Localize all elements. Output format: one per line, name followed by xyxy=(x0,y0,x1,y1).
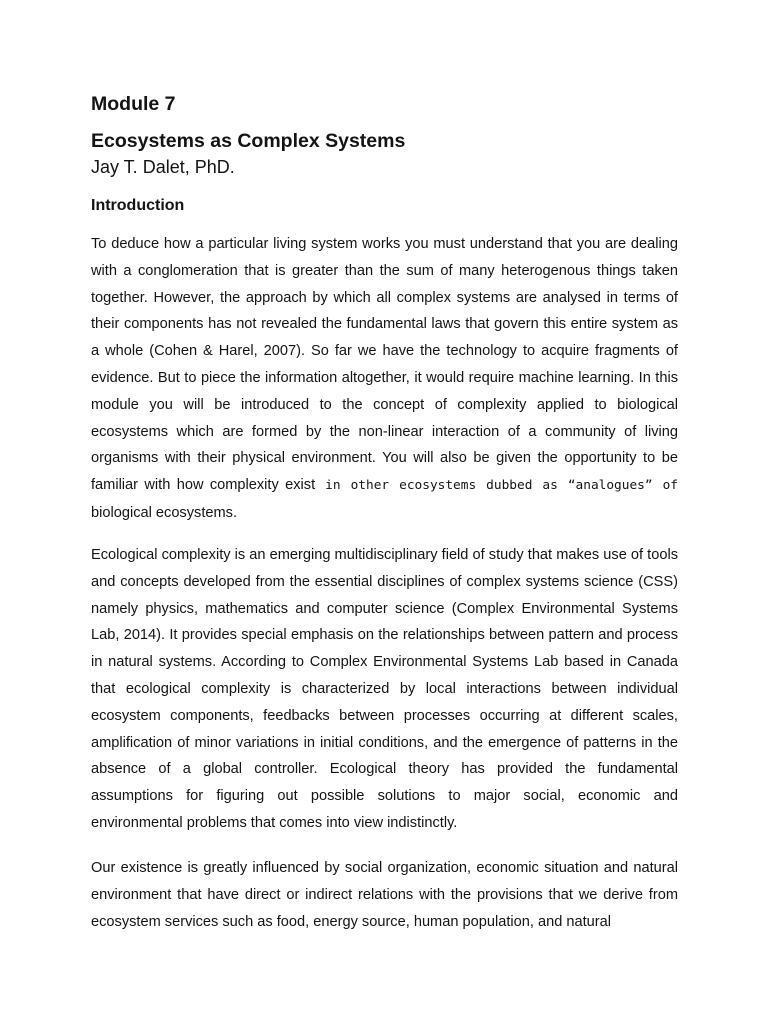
paragraph-2: Ecological complexity is an emerging multidisciplinary field of study that makes use of tools and concepts developed from the essential disciplines of complex systems science (CSS) namely physics, mathematics and computer science (Complex Environmental Systems Lab, 2014). It provides special emphasis on the relationships between pattern and process in natural systems. According to Complex Environmental Systems Lab based in Canada that ecological complexity is characterized by local interactions between individual ecosystem components, feedbacks between processes occurring at different scales, amplification of minor variations in initial conditions, and the emergence of patterns in the absence of a global controller. Ecological theory has provided the fundamental assumptions for figuring out possible solutions to major social, economic and environmental problems that comes into view indistinctly. xyxy=(91,547,678,831)
paragraph-1-monospace-fragment: in other ecosystems dubbed as “analogues” of xyxy=(315,478,679,494)
paragraph-1 xyxy=(91,231,678,527)
paragraph-1-text: To deduce how a particular living system works you must understand that you are dealing with a conglomeration that is greater than the sum of many heterogenous things taken together. However, the approach by which all complex systems are analysed in terms of their components has not revealed the fundamental laws that govern this entire system as a whole (Cohen & Harel, 2007). So far we have the technology to acquire fragments of evidence. But to piece the information altogether, it would require machine learning. In this module you will be introduced to the concept of complexity applied to biological ecosystems which are formed by the non-linear interaction of a community of living organisms with their physical environment. You will also be given the opportunity to be familiar with how complexity exist xyxy=(91,236,678,494)
section-heading-introduction: Introduction xyxy=(91,197,185,214)
paragraph-1-ending: biological ecosystems. xyxy=(91,504,238,521)
paragraph-3: Our existence is greatly influenced by social organization, economic situation and natural environment that have direct or indirect relations with the provisions that we derive from ecosystem services such as food, energy source, human population, and natural xyxy=(91,860,678,930)
document-title: Ecosystems as Complex Systems xyxy=(91,130,406,152)
module-label: Module 7 xyxy=(91,93,176,115)
document-author: Jay T. Dalet, PhD. xyxy=(91,157,235,177)
